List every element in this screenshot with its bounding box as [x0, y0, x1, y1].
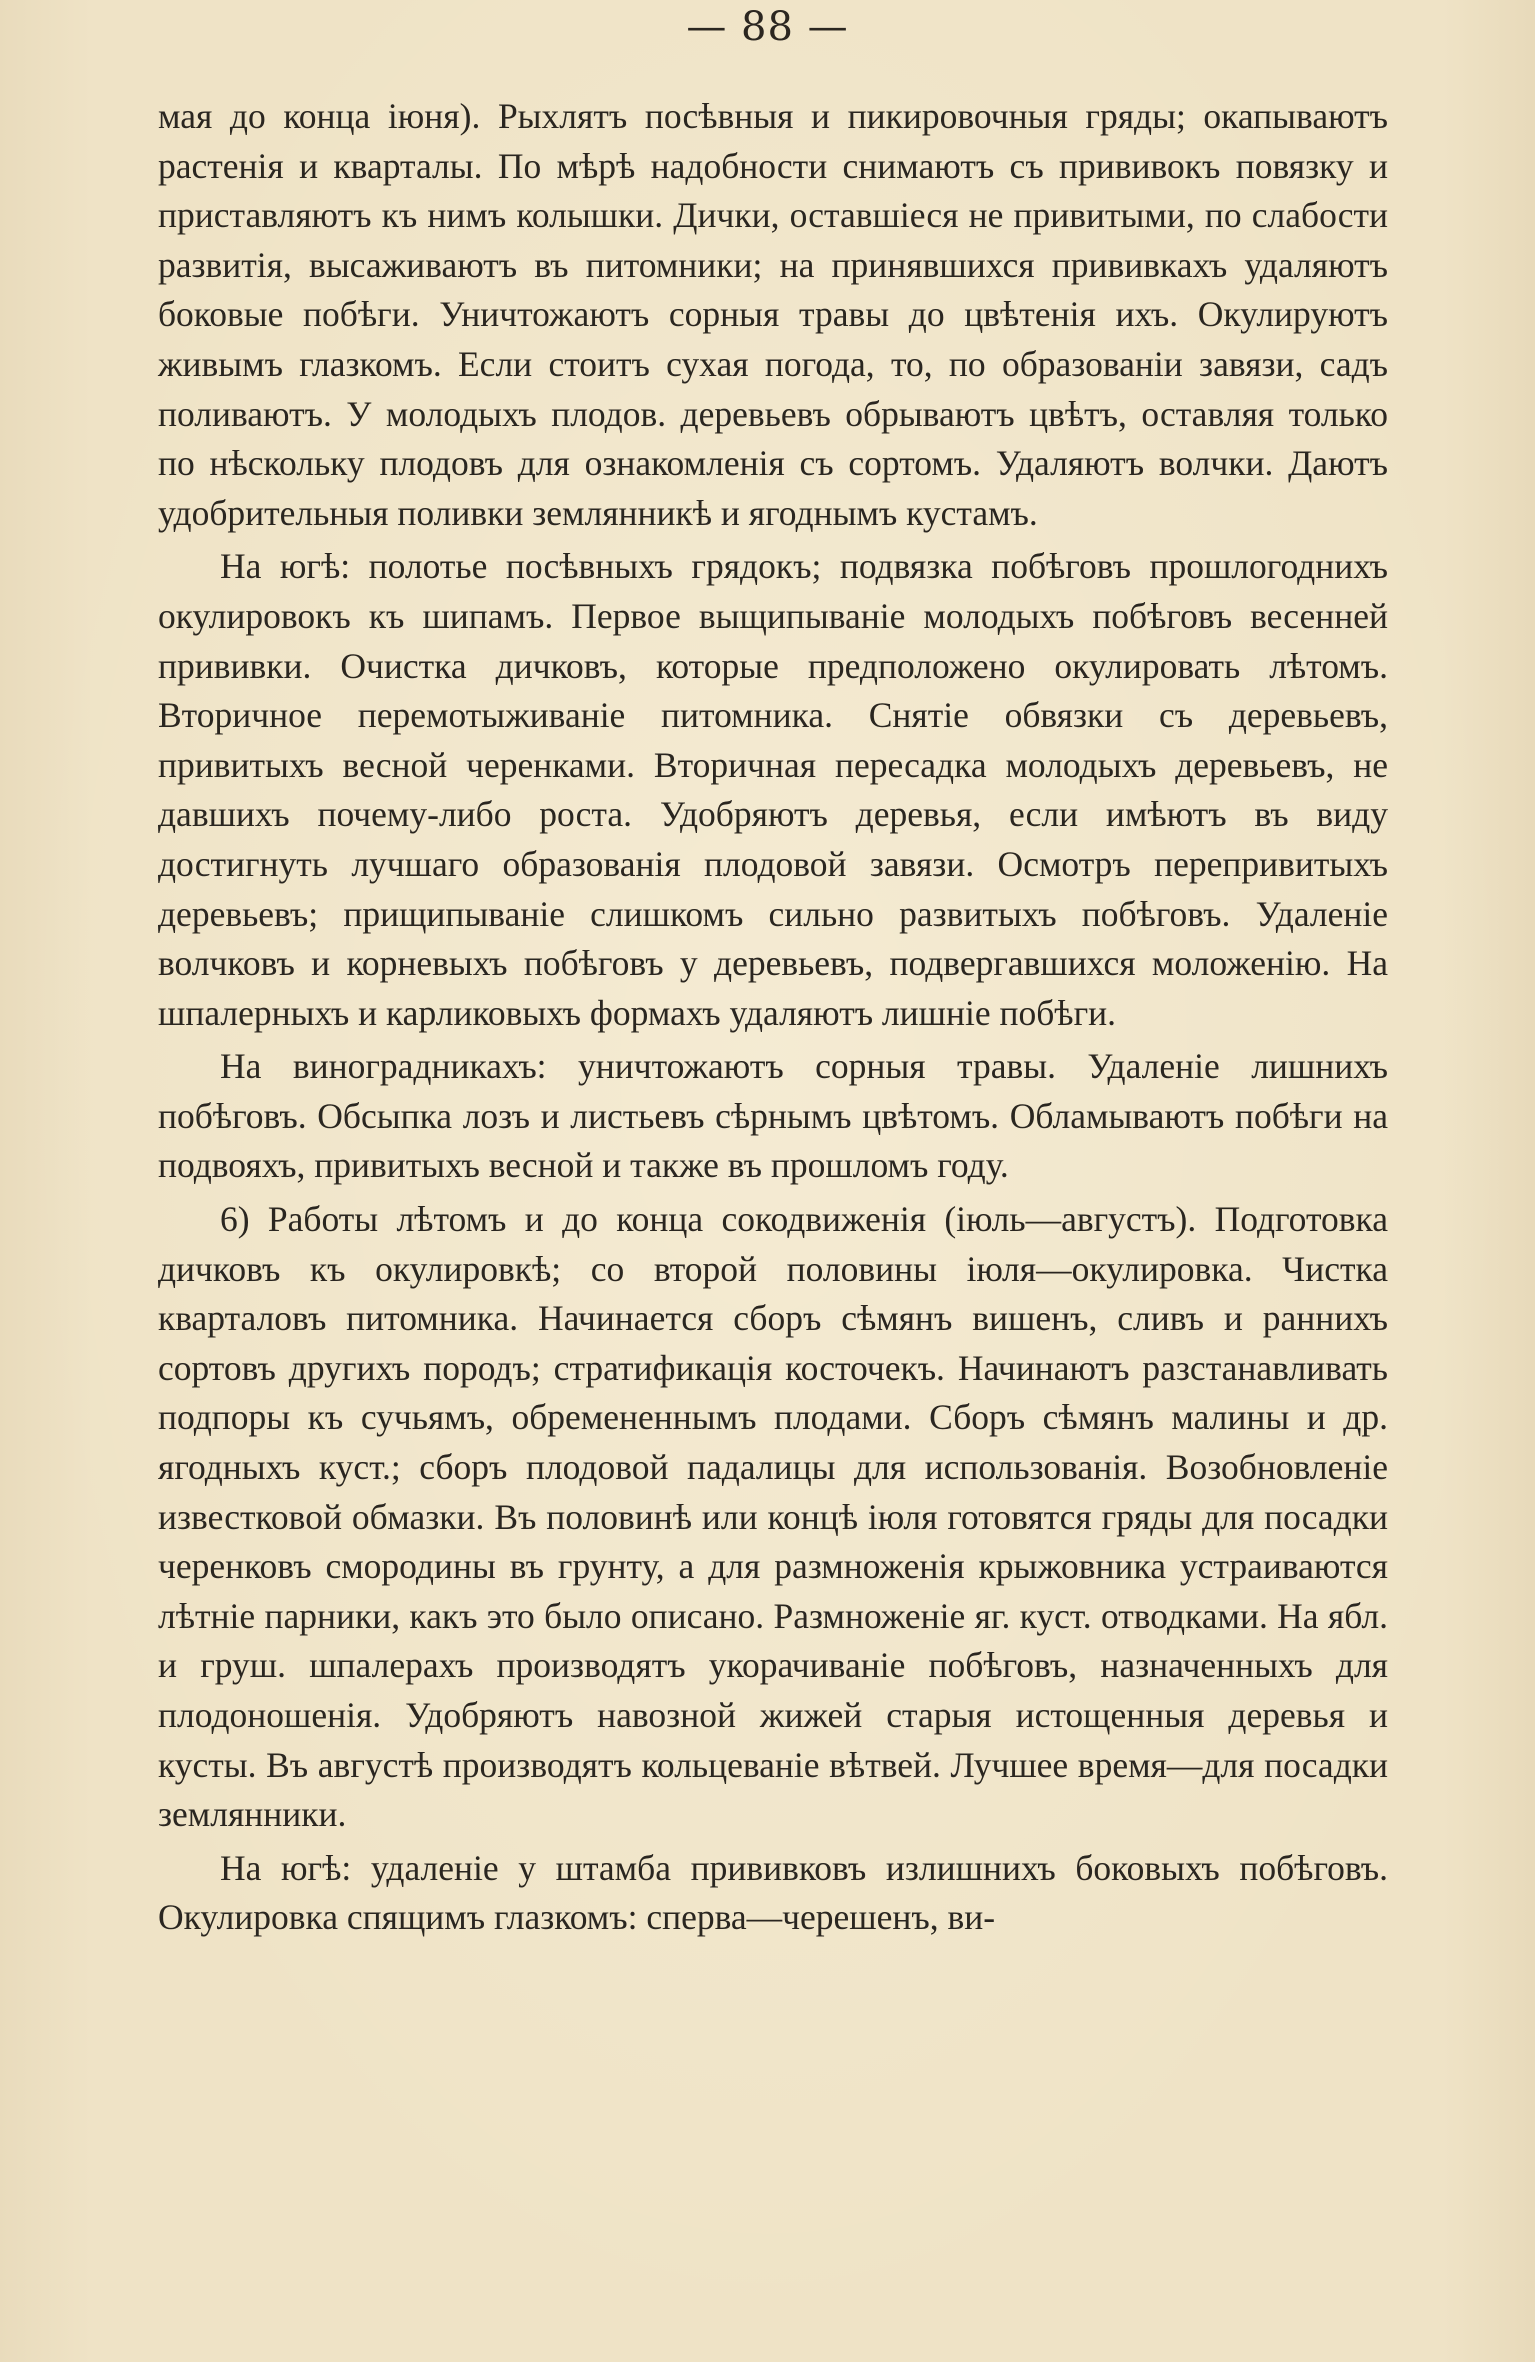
paragraph-south-spring: На югѣ: полотье посѣвныхъ грядокъ; подвязка побѣговъ прошлогоднихъ окулировокъ къ шипамъ. Первое выщипываніе молодыхъ побѣговъ весенней прививки. Очистка дичковъ, которые предположено окулировать лѣтомъ. Вторичное перемотыживаніе питомника. Снятіе обвязки съ деревьевъ, привитыхъ весной черенками. Вторичная пересадка молодыхъ деревьевъ, не давшихъ почему-либо роста. Удобряютъ деревья, если имѣютъ въ виду достигнуть лучшаго образованія плодовой завязи. Осмотръ перепривитыхъ деревьевъ; прищипываніе слишкомъ сильно развитыхъ побѣговъ. Удаленіе волчковъ и корневыхъ побѣговъ у деревьевъ, подвергавшихся моложенію. На шпалерныхъ и карликовыхъ формахъ удаляютъ лишніе побѣги. [158, 546, 1388, 1033]
paragraph-summer-works: 6) Работы лѣтомъ и до конца сокодвиженія (іюль—августъ). Подготовка дичковъ къ окулировкѣ; со второй половины іюля—окулировка. Чистка кварталовъ питомника. Начинается сборъ сѣмянъ вишенъ, сливъ и раннихъ сортовъ другихъ породъ; стратификація косточекъ. Начинаютъ разстанавливать подпоры къ сучьямъ, обремененнымъ плодами. Сборъ сѣмянъ малины и др. ягодныхъ куст.; сборъ плодовой падалицы для использованія. Возобновленіе известковой обмазки. Въ половинѣ или концѣ іюля готовятся гряды для посадки черенковъ смородины въ грунту, а для размноженія крыжовника устраиваются лѣтніе парники, какъ это было описано. Размноженіе яг. куст. отводками. На ябл. и груш. шпалерахъ производятъ укорачиваніе побѣговъ, назначенныхъ для плодоношенія. Удобряютъ навозной жижей старыя истощенныя деревья и кусты. Въ августѣ производятъ кольцеваніе вѣтвей. Лучшее время—для посадки землянники. [158, 1199, 1388, 1835]
paragraph-vineyards: На виноградникахъ: уничтожаютъ сорныя травы. Удаленіе лишнихъ побѣговъ. Обсыпка лозъ и листьевъ сѣрнымъ цвѣтомъ. Обламываютъ побѣги на подвояхъ, привитыхъ весной и также въ прошломъ году. [158, 1046, 1388, 1186]
paragraph-spring-works: мая до конца іюня). Рыхлятъ посѣвныя и пикировочныя гряды; окапываютъ растенія и кварталы. По мѣрѣ надобности снимаютъ съ прививокъ повязку и приставляютъ къ нимъ колышки. Дички, оставшіеся не привитыми, по слабости развитія, высаживаютъ въ питомники; на принявшихся прививкахъ удаляютъ боковые побѣги. Уничтожаютъ сорныя травы до цвѣтенія ихъ. Окулируютъ живымъ глазкомъ. Если стоитъ сухая погода, то, по образованіи завязи, садъ поливаютъ. У молодыхъ плодов. деревьевъ обрываютъ цвѣтъ, оставляя только по нѣскольку плодовъ для ознакомленія съ сортомъ. Удаляютъ волчки. Даютъ удобрительныя поливки землянникѣ и ягоднымъ кустамъ. [158, 96, 1388, 533]
paragraph-south-summer: На югѣ: удаленіе у штамба прививковъ излишнихъ боковыхъ побѣговъ. Окулировка спящимъ глазкомъ: сперва—черешенъ, ви- [158, 1847, 1388, 1938]
body-text [158, 92, 1388, 1943]
page-number: — 88 — [686, 4, 849, 50]
